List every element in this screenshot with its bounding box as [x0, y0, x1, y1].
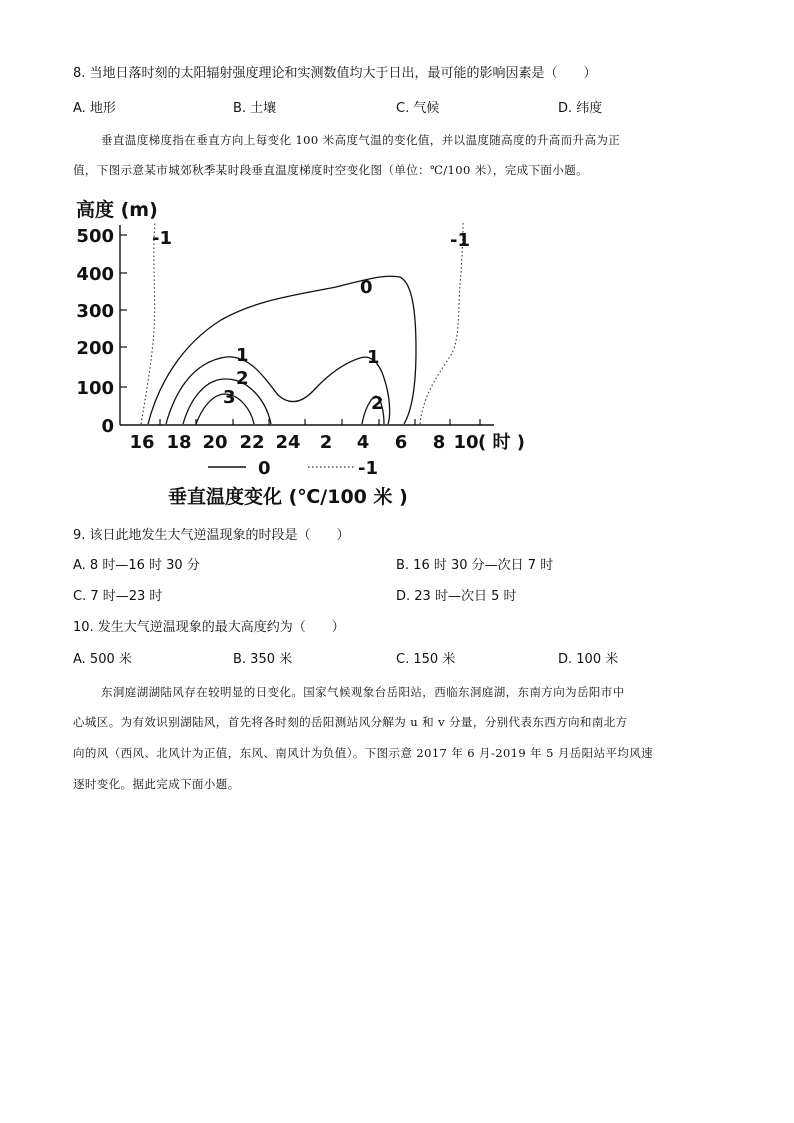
y-tick-label: 100	[76, 378, 114, 399]
contour-minus1-right	[420, 222, 463, 424]
y-tick-label: 200	[76, 338, 114, 359]
passage-2-line-4: 逐时变化。据此完成下面小题。	[73, 777, 240, 791]
q10-option-b[interactable]: B. 350 米	[233, 652, 293, 667]
q9-option-b[interactable]: B. 16 时 30 分—次日 7 时	[396, 558, 554, 573]
question-9-stem: 9. 该日此地发生大气逆温现象的时段是（ ）	[73, 528, 350, 543]
x-tick-label: 24	[275, 432, 301, 453]
q9-option-d[interactable]: D. 23 时—次日 5 时	[396, 589, 517, 604]
contour-label-minus1-right: -1	[450, 230, 470, 251]
contour-minus1-left	[141, 222, 155, 424]
passage-2-line-2: 心城区。为有效识别湖陆风，首先将各时刻的岳阳测站风分解为 u 和 v 分量，分别代表东西方向和南北方	[73, 715, 628, 729]
passage-1-line-2: 值，下图示意某市城郊秋季某时段垂直温度梯度时空变化图（单位：℃/100 米），完成下面小题。	[73, 163, 588, 177]
x-tick-label: 8	[432, 432, 446, 453]
q8-option-a[interactable]: A. 地形	[73, 101, 116, 116]
temperature-gradient-chart	[66, 190, 536, 520]
passage-2-line-1: 东洞庭湖湖陆风存在较明显的日变化。国家气候观象台岳阳站，西临东洞庭湖，东南方向为岳阳市中	[101, 685, 625, 699]
x-tick-label: 16	[129, 432, 155, 453]
question-10-stem: 10. 发生大气逆温现象的最大高度约为（ ）	[73, 620, 345, 635]
contour-1	[166, 357, 390, 424]
q8-option-c[interactable]: C. 气候	[396, 101, 440, 116]
x-tick-label: 10	[453, 432, 479, 453]
chart-ylabel: 高度 (m)	[76, 199, 158, 221]
question-8-stem: 8. 当地日落时刻的太阳辐射强度理论和实测数值均大于日出，最可能的影响因素是（ ）	[73, 66, 597, 81]
x-tick-label: 2	[319, 432, 333, 453]
legend-solid-label: 0	[258, 458, 271, 479]
chart-legend	[208, 458, 378, 479]
x-unit-label: ( 时 )	[478, 432, 525, 453]
q9-option-a[interactable]: A. 8 时—16 时 30 分	[73, 558, 200, 573]
q10-option-d[interactable]: D. 100 米	[558, 652, 619, 667]
y-tick-label: 500	[76, 226, 114, 247]
y-tick-label: 300	[76, 301, 114, 322]
x-ticks	[129, 419, 525, 453]
q8-option-b[interactable]: B. 土壤	[233, 101, 277, 116]
q8-option-d[interactable]: D. 纬度	[558, 101, 603, 116]
contour-label-minus1-left: -1	[152, 228, 172, 249]
x-tick-label: 6	[394, 432, 408, 453]
x-tick-label: 22	[239, 432, 265, 453]
contour-label-0: 0	[360, 277, 373, 298]
q9-option-c[interactable]: C. 7 时—23 时	[73, 589, 163, 604]
passage-1-line-1: 垂直温度梯度指在垂直方向上每变化 100 米高度气温的变化值，并以温度随高度的升高而升高为正	[101, 133, 621, 147]
contour-label-2-right: 2	[371, 393, 384, 414]
y-tick-label: 0	[101, 416, 114, 437]
legend-dotted-label: -1	[358, 458, 378, 479]
contour-label-1-right: 1	[367, 347, 380, 368]
chart-caption: 垂直温度变化 (℃/100 米 )	[168, 486, 408, 508]
x-tick-label: 4	[356, 432, 370, 453]
contour-label-3: 3	[223, 387, 236, 408]
passage-2-line-3: 向的风（西风、北风计为正值，东风、南风计为负值）。下图示意 2017 年 6 月-2019 年 5 月岳阳站平均风速	[73, 746, 654, 760]
contour-label-2-left: 2	[236, 368, 249, 389]
y-tick-label: 400	[76, 264, 114, 285]
contour-label-1-left: 1	[236, 345, 249, 366]
q10-option-c[interactable]: C. 150 米	[396, 652, 456, 667]
x-tick-label: 20	[202, 432, 228, 453]
x-tick-label: 18	[166, 432, 192, 453]
q10-option-a[interactable]: A. 500 米	[73, 652, 132, 667]
